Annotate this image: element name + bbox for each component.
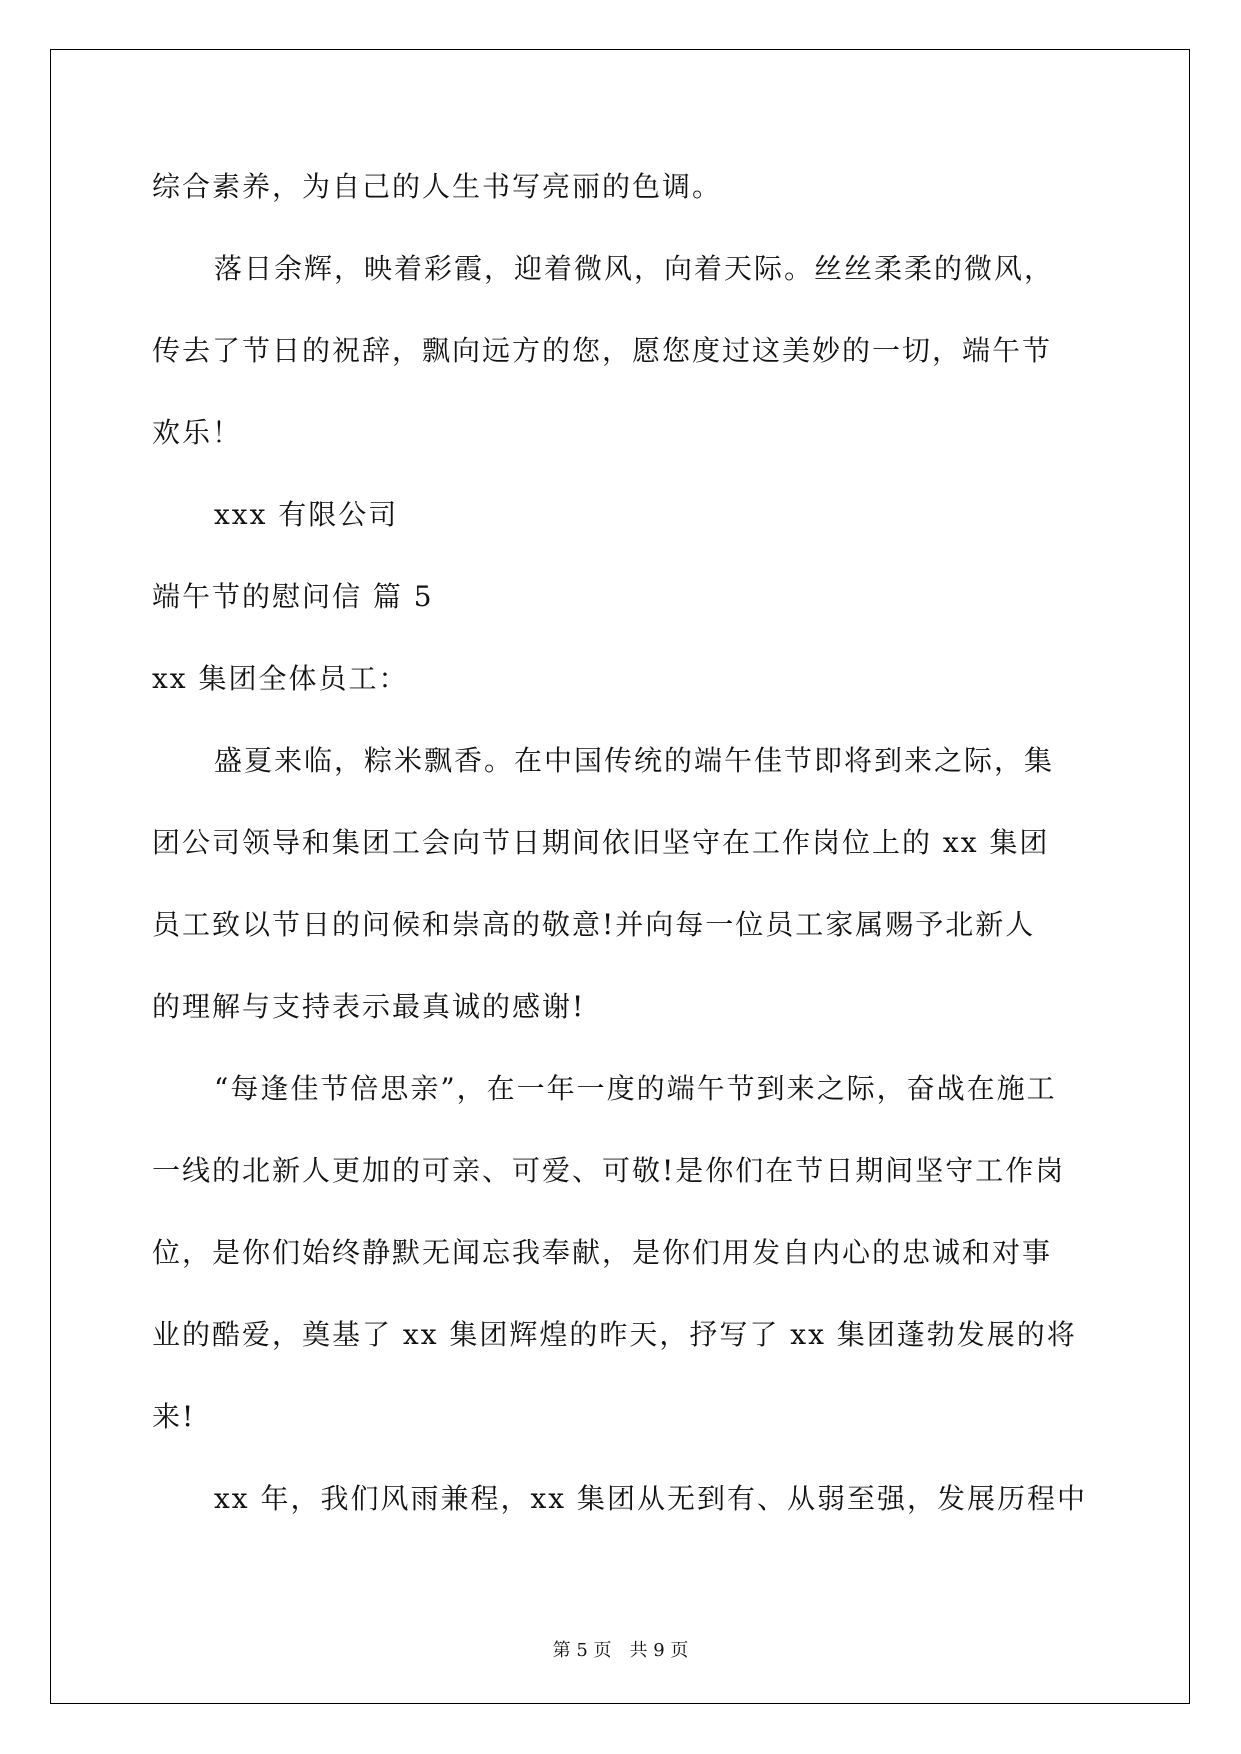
- document-body: [152, 146, 1092, 1540]
- text-line: 一线的北新人更加的可亲、可爱、可敬!是你们在节日期间坚守工作岗: [152, 1154, 1066, 1187]
- text-line: 业的酷爱，奠基了 xx 集团辉煌的昨天，抒写了 xx 集团蓬勃发展的将: [152, 1318, 1077, 1351]
- text-line: 落日余辉，映着彩霞，迎着微风，向着天际。丝丝柔柔的微风，: [214, 252, 1055, 285]
- salutation: xx 集团全体员工：: [152, 662, 409, 695]
- text-line: “每逢佳节倍思亲”，在一年一度的端午节到来之际，奋战在施工: [214, 1072, 1057, 1105]
- signature-company: xxx 有限公司: [214, 498, 399, 531]
- text-line: 的理解与支持表示最真诚的感谢!: [152, 990, 586, 1023]
- text-line: 团公司领导和集团工会向节日期间依旧坚守在工作岗位上的 xx 集团: [152, 826, 1050, 859]
- text-line: xx 年，我们风雨兼程，xx 集团从无到有、从弱至强，发展历程中: [214, 1482, 1087, 1515]
- text-line: 员工致以节日的问候和崇高的敬意!并向每一位员工家属赐予北新人: [152, 908, 1036, 941]
- page-number: 第 5 页 共 9 页: [552, 1640, 689, 1661]
- text-line: 盛夏来临，粽米飘香。在中国传统的端午佳节即将到来之际，集: [214, 744, 1055, 777]
- text-line: 来!: [152, 1400, 196, 1433]
- text-line: 欢乐！: [152, 416, 243, 449]
- section-heading: 端午节的慰问信 篇 5: [152, 580, 434, 613]
- text-line: 传去了节日的祝辞，飘向远方的您，愿您度过这美妙的一切，端午节: [152, 334, 1053, 367]
- text-line: 综合素养，为自己的人生书写亮丽的色调。: [152, 170, 723, 203]
- text-line: 位，是你们始终静默无闻忘我奉献，是你们用发自内心的忠诚和对事: [152, 1236, 1053, 1269]
